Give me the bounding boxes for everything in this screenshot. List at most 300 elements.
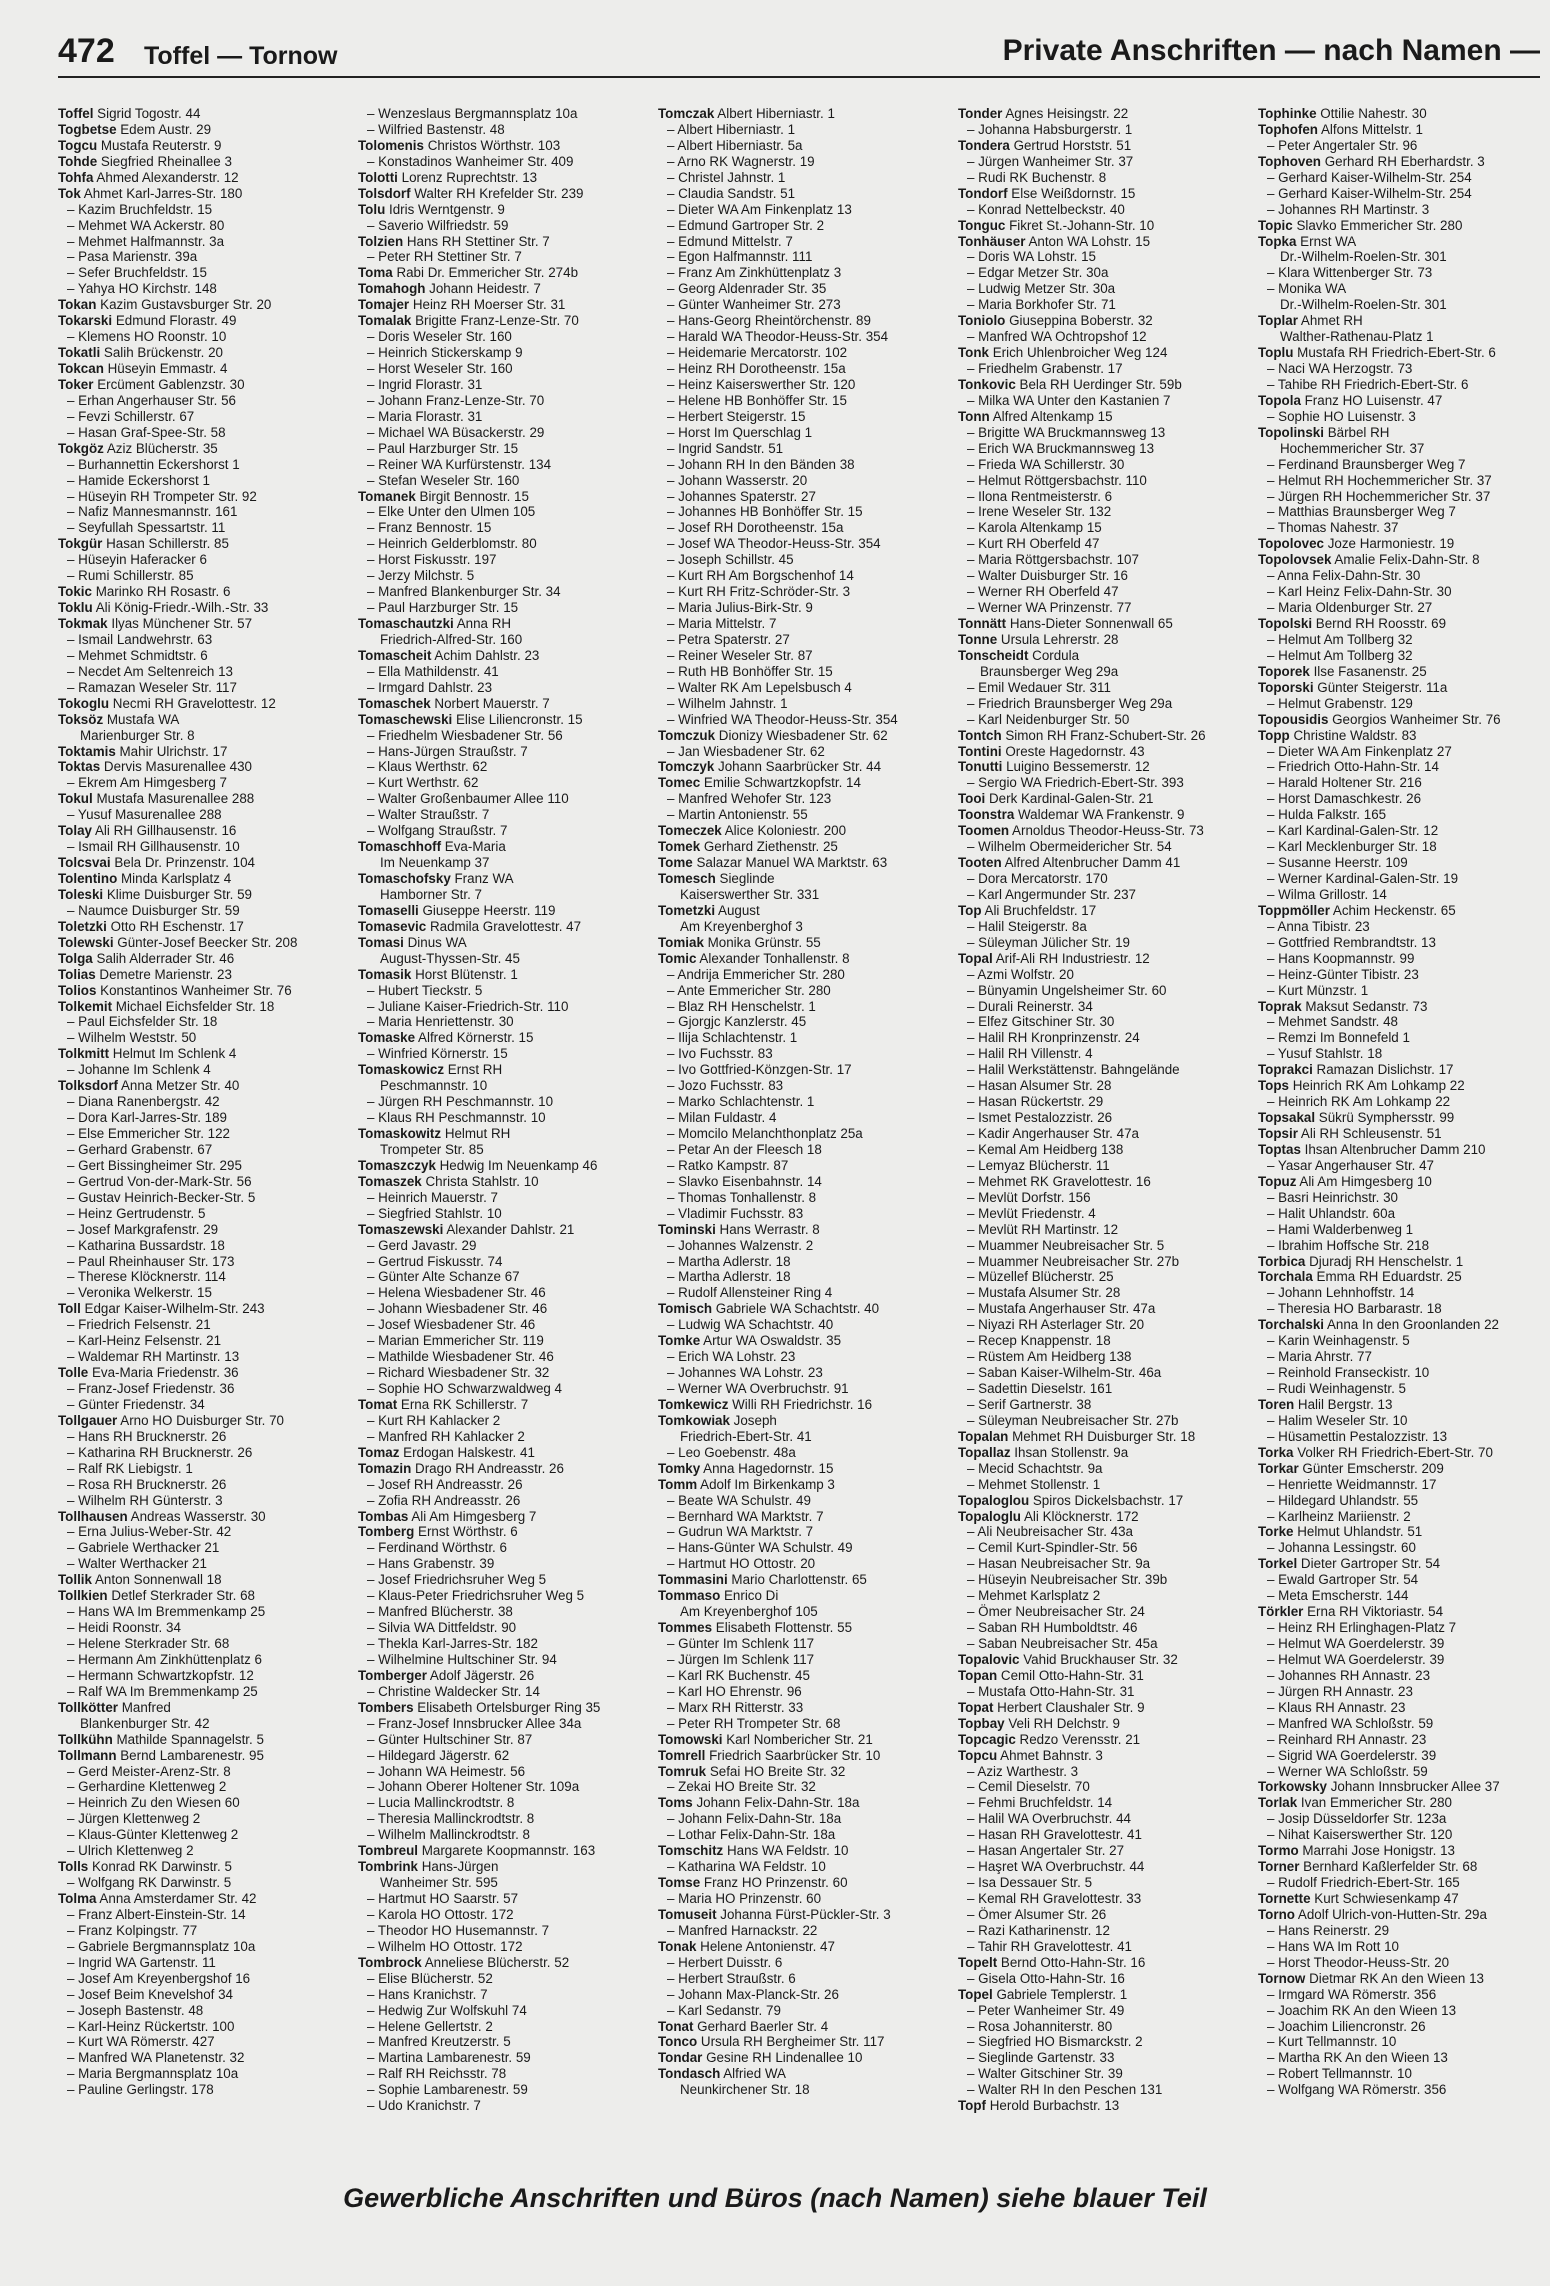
listing-entry: – Dieter WA Am Finkenplatz 13: [667, 201, 852, 217]
listing-entry: Topolovec Joze Harmoniestr. 19: [1258, 536, 1455, 552]
listing-entry: – Gert Bissingheimer Str. 295: [67, 1157, 242, 1173]
listing-entry: Tollhausen Andreas Wasserstr. 30: [58, 1508, 266, 1524]
listing-entry: – Werner RH Oberfeld 47: [967, 584, 1119, 600]
listing-entry: Tokoglu Necmi RH Gravelottestr. 12: [58, 695, 276, 711]
listing-entry: – Michael WA Büsackerstr. 29: [367, 424, 545, 440]
listing-entry: Tometzki August: [658, 902, 760, 918]
listing-entry: Tonco Ursula RH Bergheimer Str. 117: [658, 2034, 885, 2050]
listing-entry: – Heinrich Zu den Wiesen 60: [67, 1795, 240, 1811]
listing-entry: – Manfred Blankenburger Str. 34: [367, 584, 561, 600]
name-range: Toffel — Tornow: [144, 42, 338, 70]
listing-entry: Tondasch Alfried WA: [658, 2066, 786, 2082]
listing-entry: – Günter Wanheimer Str. 273: [667, 297, 841, 313]
listing-entry: – Johannes Walzenstr. 2: [667, 1237, 814, 1253]
listing-entry: – Halim Weseler Str. 10: [1267, 1412, 1408, 1428]
listing-entry: – Reiner WA Kurfürstenstr. 134: [367, 456, 552, 472]
listing-entry: – Mehmet WA Ackerstr. 80: [67, 217, 225, 233]
listing-entry: Trompeter Str. 85: [380, 1141, 484, 1157]
listing-entry: – Gertrud Von-der-Mark-Str. 56: [67, 1173, 252, 1189]
listing-entry: Tomisch Gabriele WA Schachtstr. 40: [658, 1301, 880, 1317]
listing-entry: – Blaz RH Henschelstr. 1: [667, 998, 816, 1014]
listing-entry: Tomaschautzki Anna RH: [358, 616, 512, 631]
listing-entry: Torchala Emma RH Eduardstr. 25: [1258, 1269, 1462, 1285]
listing-entry: – Johannes WA Lohstr. 23: [667, 1365, 823, 1381]
listing-entry: Tommasini Mario Charlottenstr. 65: [658, 1572, 867, 1588]
listing-entry: Braunsberger Weg 29a: [980, 663, 1119, 679]
listing-entry: – Elke Unter den Ulmen 105: [367, 504, 536, 520]
listing-entry: – Peter RH Stettiner Str. 7: [367, 249, 522, 265]
listing-entry: – Durali Reinerstr. 34: [967, 998, 1093, 1014]
listing-entry: Tontini Oreste Hagedornstr. 43: [958, 743, 1145, 759]
listing-entry: Tombrock Anneliese Blücherstr. 52: [358, 1954, 570, 1970]
listing-entry: – Horst Im Querschlag 1: [667, 424, 813, 440]
listing-entry: Toniolo Giuseppina Boberstr. 32: [958, 313, 1153, 329]
listing-entry: – Hedwig Zur Wolfskuhl 74: [367, 2002, 527, 2018]
listing-entry: – Johann WA Heimestr. 56: [367, 1763, 526, 1779]
listing-entry: – Joseph Bastenstr. 48: [67, 2002, 204, 2018]
listing-entry: – Heinz RH Dorotheenstr. 15a: [667, 361, 846, 376]
listing-entry: – Gustav Heinrich-Becker-Str. 5: [67, 1189, 256, 1205]
listing-entry: – Maria Borkhofer Str. 71: [967, 297, 1116, 313]
listing-entry: – Hüseyin RH Trompeter Str. 92: [67, 488, 257, 504]
listing-entry: – Johannes RH Martinstr. 3: [1267, 201, 1430, 217]
listing-entry: – Paul Eichsfelder Str. 18: [67, 1014, 218, 1030]
listing-entry: – Hermann Schwartzkopfstr. 12: [67, 1667, 254, 1683]
listing-entry: – Maria Bergmannsplatz 10a: [67, 2066, 239, 2082]
listing-entry: – Josef RH Andreasstr. 26: [367, 1476, 523, 1492]
listing-entry: – Johann Franz-Lenze-Str. 70: [367, 392, 545, 408]
listing-entry: – Maria Florastr. 31: [367, 408, 483, 424]
listing-entry: Topat Herbert Claushaler Str. 9: [958, 1699, 1145, 1715]
listing-entry: – Helmut RH Hochemmericher Str. 37: [1267, 472, 1492, 488]
listing-entry: Toplu Mustafa RH Friedrich-Ebert-Str. 6: [1258, 345, 1496, 361]
listing-entry: – Elfez Gitschiner Str. 30: [967, 1014, 1115, 1030]
listing-entry: – Johannes Spaterstr. 27: [667, 488, 816, 504]
listing-entry: – Reinhard RH Annastr. 23: [1267, 1731, 1427, 1747]
listing-entry: – Thekla Karl-Jarres-Str. 182: [367, 1636, 538, 1651]
listing-entry: – Johanne Im Schlenk 4: [67, 1062, 211, 1078]
listing-entry: Hamborner Str. 7: [380, 886, 482, 902]
listing-entry: Tomczyk Johann Saarbrücker Str. 44: [658, 759, 882, 775]
listing-entry: – Peter Wanheimer Str. 49: [967, 2002, 1125, 2018]
listing-entry: Torchalski Anna In den Groonlanden 22: [1258, 1317, 1499, 1333]
listing-entry: – Maria Julius-Birk-Str. 9: [667, 600, 813, 616]
listing-entry: – Edmund Mittelstr. 7: [667, 233, 793, 249]
listing-entry: Tornette Kurt Schwiesenkamp 47: [1258, 1891, 1459, 1906]
listing-entry: – Gisela Otto-Hahn-Str. 16: [967, 1970, 1125, 1986]
listing-entry: – Ralf RH Reichsstr. 78: [367, 2066, 507, 2082]
listing-entry: Tokcan Hüseyin Emmastr. 4: [58, 361, 228, 376]
listing-entry: – Basri Heinrichstr. 30: [1267, 1189, 1398, 1205]
listing-entry: Tolzien Hans RH Stettiner Str. 7: [358, 233, 550, 249]
listing-entry: Toren Halil Bergstr. 13: [1258, 1396, 1393, 1412]
listing-entry: – Nafiz Mannesmannstr. 161: [67, 504, 238, 520]
listing-entry: – Kurt RH Am Borgschenhof 14: [667, 568, 854, 584]
listing-entry: Topbay Veli RH Delchstr. 9: [958, 1715, 1120, 1731]
listing-entry: – Jürgen Wanheimer Str. 37: [967, 153, 1134, 169]
listing-entry: – Joachim RK An den Wieen 13: [1267, 2002, 1457, 2018]
listing-entry: – Kemal RH Gravelottestr. 33: [967, 1891, 1142, 1906]
listing-entry: – Helena Wiesbadener Str. 46: [367, 1285, 546, 1301]
listing-entry: Topelt Bernd Otto-Hahn-Str. 16: [958, 1954, 1146, 1970]
listing-entry: Dr.-Wilhelm-Roelen-Str. 301: [1280, 249, 1447, 265]
listing-entry: Togcu Mustafa Reuterstr. 9: [58, 137, 222, 153]
listing-entry: – Franz Albert-Einstein-Str. 14: [67, 1906, 246, 1922]
listing-entry: – Jozo Fuchsstr. 83: [667, 1078, 784, 1094]
listing-entry: – Gerhardine Klettenweg 2: [67, 1779, 227, 1795]
listing-entry: Tomczuk Dionizy Wiesbadener Str. 62: [658, 727, 888, 743]
listing-entry: Tomahogh Johann Heidestr. 7: [358, 281, 541, 297]
listing-entry: Torner Bernhard Kaßlerfelder Str. 68: [1258, 1859, 1478, 1875]
listing-entry: – Karl HO Ehrenstr. 96: [667, 1683, 802, 1699]
listing-column-2: [358, 106, 650, 2151]
listing-entry: – Arno RK Wagnerstr. 19: [667, 153, 815, 169]
listing-entry: – Petra Spaterstr. 27: [667, 631, 790, 647]
listing-entry: – Irmgard WA Römerstr. 356: [1267, 1986, 1437, 2002]
listing-entry: Tooten Alfred Altenbrucher Damm 41: [958, 855, 1181, 871]
listing-entry: – Mathilde Wiesbadener Str. 46: [367, 1349, 554, 1365]
listing-entry: – Kadir Angerhauser Str. 47a: [967, 1126, 1139, 1141]
listing-entry: – Gerd Meister-Arenz-Str. 8: [67, 1763, 231, 1779]
listing-entry: – Tahibe RH Friedrich-Ebert-Str. 6: [1267, 376, 1469, 392]
listing-entry: – Johanna Lessingstr. 60: [1267, 1540, 1416, 1556]
listing-entry: – Sergio WA Friedrich-Ebert-Str. 393: [967, 775, 1184, 791]
page-header: [58, 30, 1540, 78]
listing-entry: Topic Slavko Emmericher Str. 280: [1258, 217, 1463, 233]
listing-entry: – Mehmet Schmidtstr. 6: [67, 647, 208, 663]
listing-entry: Blankenburger Str. 42: [80, 1715, 210, 1731]
listing-entry: – Wilhelm HO Ottostr. 172: [367, 1938, 523, 1954]
listing-entry: – Hartmut HO Saarstr. 57: [367, 1891, 519, 1906]
listing-entry: – Werner WA Schloßstr. 59: [1267, 1763, 1428, 1779]
listing-entry: Toma Rabi Dr. Emmericher Str. 274b: [358, 265, 579, 281]
listing-entry: Tolay Ali RH Gillhausenstr. 16: [58, 823, 237, 839]
listing-entry: Tonkovic Bela RH Uerdinger Str. 59b: [958, 376, 1182, 392]
listing-entry: – Hildegard Uhlandstr. 55: [1267, 1492, 1419, 1508]
listing-entry: Tophinke Ottilie Nahestr. 30: [1258, 106, 1427, 121]
listing-entry: Tokgür Hasan Schillerstr. 85: [58, 536, 229, 552]
listing-entry: – Pasa Marienstr. 39a: [67, 249, 198, 265]
listing-entry: – Klara Wittenberger Str. 73: [1267, 265, 1433, 281]
listing-entry: – Katharina WA Feldstr. 10: [667, 1859, 826, 1875]
listing-entry: – Anna Felix-Dahn-Str. 30: [1267, 568, 1421, 584]
listing-entry: – Franz-Josef Friedenstr. 36: [67, 1381, 235, 1396]
listing-entry: Topaloglou Spiros Dickelsbachstr. 17: [958, 1492, 1184, 1508]
listing-entry: Togbetse Edem Austr. 29: [58, 121, 212, 137]
listing-entry: – Hüseyin Neubreisacher Str. 39b: [967, 1572, 1168, 1588]
listing-entry: – Walter Großenbaumer Allee 110: [367, 791, 569, 807]
listing-entry: Tolga Salih Alderrader Str. 46: [58, 950, 235, 966]
listing-entry: Topalan Mehmet RH Duisburger Str. 18: [958, 1428, 1196, 1444]
listing-entry: – Heidi Roonstr. 34: [67, 1620, 181, 1636]
listing-entry: – Thomas Tonhallenstr. 8: [667, 1189, 817, 1205]
listing-entry: Topolovsek Amalie Felix-Dahn-Str. 8: [1258, 552, 1480, 568]
listing-entry: – Anna Tibistr. 23: [1267, 918, 1370, 934]
listing-entry: – Jürgen RH Peschmannstr. 10: [367, 1094, 554, 1110]
listing-entry: – Mevlüt Dorfstr. 156: [967, 1189, 1091, 1205]
listing-entry: – Bünyamin Ungelsheimer Str. 60: [967, 982, 1167, 998]
listing-entry: Peschmannstr. 10: [380, 1078, 488, 1094]
listing-entry: Tomke Artur WA Oswaldstr. 35: [658, 1333, 842, 1349]
listing-entry: – Ratko Kampstr. 87: [667, 1157, 789, 1173]
listing-entry: – Irmgard Dahlstr. 23: [367, 679, 493, 695]
listing-entry: Topan Cemil Otto-Hahn-Str. 31: [958, 1667, 1144, 1683]
listing-entry: Tomaszewski Alexander Dahlstr. 21: [358, 1221, 575, 1237]
listing-entry: – Mevlüt Friedenstr. 4: [967, 1205, 1096, 1221]
listing-entry: Tokgöz Aziz Blücherstr. 35: [58, 440, 218, 456]
listing-entry: Tonat Gerhard Baerler Str. 4: [658, 2018, 829, 2034]
listing-entry: – Walter Werthacker 21: [67, 1556, 207, 1572]
listing-entry: – Lemyaz Blücherstr. 11: [967, 1157, 1110, 1173]
listing-entry: – Süleyman Jülicher Str. 19: [967, 934, 1131, 950]
listing-entry: Tommaso Enrico Di: [658, 1588, 779, 1604]
listing-entry: Tokatli Salih Brückenstr. 20: [58, 345, 223, 361]
listing-entry: – Tahir RH Gravelottestr. 41: [967, 1938, 1132, 1954]
listing-entry: Tokic Marinko RH Rosastr. 6: [58, 584, 231, 600]
listing-entry: – Hasan Rückertstr. 29: [967, 1094, 1104, 1110]
listing-entry: – Niyazi RH Asterlager Str. 20: [967, 1317, 1145, 1333]
listing-entry: Tolentino Minda Karlsplatz 4: [58, 871, 232, 886]
listing-entry: – Katharina Bussardstr. 18: [67, 1237, 225, 1253]
listing-entry: – Erna Julius-Weber-Str. 42: [67, 1524, 232, 1540]
listing-entry: Tomaschek Norbert Mauerstr. 7: [358, 695, 550, 711]
listing-entry: – Georg Aldenrader Str. 35: [667, 281, 827, 297]
listing-entry: – Yahya HO Kirchstr. 148: [67, 281, 217, 297]
listing-entry: – Günter Friedenstr. 34: [67, 1396, 205, 1412]
listing-entry: – Isa Dessauer Str. 5: [967, 1875, 1093, 1891]
listing-entry: – Johannes RH Annastr. 23: [1267, 1667, 1431, 1683]
listing-entry: – Ibrahim Hoffsche Str. 218: [1267, 1237, 1430, 1253]
listing-entry: Tomeczek Alice Koloniestr. 200: [658, 823, 847, 839]
listing-entry: – Harald WA Theodor-Heuss-Str. 354: [667, 329, 889, 345]
listing-entry: – Martin Antonienstr. 55: [667, 807, 808, 823]
listing-entry: – Hüseyin Haferacker 6: [67, 552, 207, 568]
listing-entry: – Herbert Steigerstr. 15: [667, 408, 806, 424]
listing-entry: – Johann Wasserstr. 20: [667, 472, 808, 488]
listing-entry: – Herbert Duisstr. 6: [667, 1954, 783, 1970]
listing-entry: Tollgauer Arno HO Duisburger Str. 70: [58, 1412, 284, 1428]
listing-entry: – Mehmet Stollenstr. 1: [967, 1476, 1101, 1492]
listing-entry: – Johann RH In den Bänden 38: [667, 456, 855, 472]
listing-entry: Tome Salazar Manuel WA Marktstr. 63: [658, 855, 888, 871]
listing-entry: – Kurt Tellmannstr. 10: [1267, 2034, 1397, 2050]
listing-entry: – Helmut WA Goerdelerstr. 39: [1267, 1651, 1445, 1667]
listing-entry: – Saban RH Humboldtstr. 46: [967, 1620, 1138, 1636]
listing-entry: – Josef RH Dorotheenstr. 15a: [667, 520, 844, 536]
listing-entry: – Bernhard WA Marktstr. 7: [667, 1508, 824, 1524]
listing-entry: – Rosa Johanniterstr. 80: [967, 2018, 1113, 2034]
listing-entry: Topf Herold Burbachstr. 13: [958, 2098, 1120, 2114]
listing-entry: – Pauline Gerlingstr. 178: [67, 2082, 214, 2098]
listing-entry: Tomiak Monika Grünstr. 55: [658, 934, 821, 950]
listing-entry: Tontch Simon RH Franz-Schubert-Str. 26: [958, 727, 1206, 743]
listing-entry: – Maria Ahrstr. 77: [1267, 1349, 1372, 1365]
listing-entry: – Sadettin Dieselstr. 161: [967, 1381, 1113, 1396]
listing-entry: – Joachim Liliencronstr. 26: [1267, 2018, 1426, 2034]
listing-entry: – Marko Schlachtenstr. 1: [667, 1094, 815, 1110]
listing-entry: Tollmann Bernd Lambarenestr. 95: [58, 1747, 264, 1763]
listing-entry: – Winfried Körnerstr. 15: [367, 1046, 508, 1062]
listing-entry: – Heinrich Mauerstr. 7: [367, 1189, 498, 1205]
listing-entry: Torkel Dieter Gartroper Str. 54: [1258, 1556, 1441, 1572]
listing-column-4: [958, 106, 1250, 2151]
listing-entry: – Josef Markgrafenstr. 29: [67, 1221, 219, 1237]
listing-entry: Toptas Ihsan Altenbrucher Damm 210: [1258, 1141, 1486, 1157]
listing-entry: – Siegfried HO Bismarckstr. 2: [967, 2034, 1143, 2050]
listing-entry: – Gerd Javastr. 29: [367, 1237, 477, 1253]
listing-entry: Torkowsky Johann Innsbrucker Allee 37: [1258, 1779, 1500, 1795]
listing-entry: Tornow Dietmar RK An den Wieen 13: [1258, 1970, 1484, 1986]
listing-entry: – Lucia Mallinckrodtstr. 8: [367, 1795, 515, 1811]
listing-entry: – Saban Kaiser-Wilhelm-Str. 46a: [967, 1365, 1162, 1381]
listing-entry: Tolls Konrad RK Darwinstr. 5: [58, 1859, 232, 1875]
listing-entry: Tombrink Hans-Jürgen: [358, 1859, 499, 1875]
listing-entry: Tomaske Alfred Körnerstr. 15: [358, 1030, 534, 1046]
listing-entry: Tollkötter Manfred: [58, 1699, 171, 1715]
listing-entry: – Hubert Tieckstr. 5: [367, 982, 483, 998]
listing-entry: – Karl Neidenburger Str. 50: [967, 711, 1130, 727]
listing-entry: – Ruth HB Bonhöffer Str. 15: [667, 663, 833, 679]
listing-entry: – Halil Steigerstr. 8a: [967, 918, 1087, 934]
listing-entry: Toll Edgar Kaiser-Wilhelm-Str. 243: [58, 1301, 265, 1317]
listing-entry: – Gerhard Grabenstr. 67: [67, 1141, 213, 1157]
listing-entry: – Mustafa Angerhauser Str. 47a: [967, 1301, 1156, 1317]
listing-entry: – Konstadinos Wanheimer Str. 409: [367, 153, 574, 169]
listing-entry: Tomkowiak Joseph: [658, 1412, 777, 1428]
listing-entry: – Heinz Gertrudenstr. 5: [67, 1205, 206, 1221]
listing-entry: Tonhäuser Anton WA Lohstr. 15: [958, 233, 1151, 249]
listing-entry: – Walter Straußstr. 7: [367, 807, 490, 823]
listing-entry: – Rumi Schillerstr. 85: [67, 568, 194, 584]
listing-entry: Tondorf Else Weißdornstr. 15: [958, 185, 1136, 201]
listing-entry: Tonguc Fikret St.-Johann-Str. 10: [958, 217, 1155, 233]
listing-entry: – Sophie Lambarenestr. 59: [367, 2082, 528, 2098]
listing-entry: Torno Adolf Ulrich-von-Hutten-Str. 29a: [1258, 1906, 1487, 1922]
listing-entry: – Momcilo Melanchthonplatz 25a: [667, 1126, 863, 1141]
listing-entry: – Josef Wiesbadener Str. 46: [367, 1317, 536, 1333]
listing-entry: Am Kreyenberghof 3: [680, 918, 803, 934]
listing-entry: Tominski Hans Werrastr. 8: [658, 1221, 820, 1237]
listing-entry: – Maria Oldenburger Str. 27: [1267, 600, 1433, 616]
listing-entry: Tomasevic Radmila Gravelottestr. 47: [358, 918, 582, 934]
listing-entry: – Ewald Gartroper Str. 54: [1267, 1572, 1419, 1588]
listing-entry: – Friedrich Otto-Hahn-Str. 14: [1267, 759, 1439, 775]
listing-entry: Torbica Djuradj RH Henschelstr. 1: [1258, 1253, 1464, 1269]
listing-entry: – Heinrich RK Am Lohkamp 22: [1267, 1094, 1451, 1110]
listing-entry: – Hans WA Im Bremmenkamp 25: [67, 1604, 266, 1620]
listing-entry: – Nihat Kaiserswerther Str. 120: [1267, 1827, 1453, 1843]
listing-entry: – Kurt RH Oberfeld 47: [967, 536, 1100, 552]
listing-entry: – Kurt WA Römerstr. 427: [67, 2034, 215, 2050]
listing-entry: – Monika WA: [1267, 281, 1347, 297]
listing-entry: – Johann Lehnhoffstr. 14: [1267, 1285, 1415, 1301]
listing-entry: Tokmak Ilyas Münchener Str. 57: [58, 616, 253, 631]
listing-entry: – Jürgen Klettenweg 2: [67, 1811, 201, 1827]
listing-entry: Toprak Maksut Sedanstr. 73: [1258, 998, 1428, 1014]
listing-entry: Tondar Gesine RH Lindenallee 10: [658, 2050, 863, 2066]
listing-entry: – Waldemar RH Martinstr. 13: [67, 1349, 240, 1365]
listing-entry: – Maria Röttgersbachstr. 107: [967, 552, 1139, 568]
listing-entry: – Walter RK Am Lepelsbusch 4: [667, 679, 852, 695]
listing-entry: – Henriette Weidmannstr. 17: [1267, 1476, 1437, 1492]
listing-entry: Tombers Elisabeth Ortelsburger Ring 35: [358, 1699, 601, 1715]
listing-entry: Wanheimer Str. 595: [380, 1875, 498, 1891]
listing-entry: – Ralf WA Im Bremmenkamp 25: [67, 1683, 258, 1699]
listing-entry: – Ludwig WA Schachtstr. 40: [667, 1317, 834, 1333]
listing-entry: Tomat Erna RK Schillerstr. 7: [358, 1396, 529, 1412]
listing-entry: – Gabriele Werthacker 21: [67, 1540, 220, 1556]
listing-entry: – Süleyman Neubreisacher Str. 27b: [967, 1412, 1179, 1428]
listing-entry: – Diana Ranenbergstr. 42: [67, 1094, 220, 1110]
listing-entry: Tolias Demetre Marienstr. 23: [58, 966, 232, 982]
listing-entry: Tomek Gerhard Ziethenstr. 25: [658, 839, 838, 855]
listing-entry: – Ivo Fuchsstr. 83: [667, 1046, 773, 1062]
listing-entry: – Karl Kardinal-Galen-Str. 12: [1267, 823, 1439, 839]
listing-entry: – Harald Holtener Str. 216: [1267, 775, 1422, 791]
listing-entry: – Muammer Neubreisacher Str. 27b: [967, 1253, 1180, 1269]
listing-entry: – Erhan Angerhauser Str. 56: [67, 392, 236, 408]
listing-entry: – Horst Fiskusstr. 197: [367, 552, 497, 568]
listing-entry: Tolle Eva-Maria Friedenstr. 36: [58, 1365, 239, 1381]
listing-entry: – Jerzy Milchstr. 5: [367, 568, 475, 584]
listing-entry: – Sigrid WA Goerdelerstr. 39: [1267, 1747, 1437, 1763]
listing-entry: – Saverio Wilfriedstr. 59: [367, 217, 509, 233]
listing-entry: – Richard Wiesbadener Str. 32: [367, 1365, 550, 1381]
listing-entry: – Franz Am Zinkhüttenplatz 3: [667, 265, 842, 281]
listing-entry: – Paul Harzburger Str. 15: [367, 440, 519, 456]
listing-entry: – Petar An der Fleesch 18: [667, 1141, 822, 1157]
listing-entry: – Razi Katharinenstr. 12: [967, 1922, 1110, 1938]
listing-entry: – Burhannettin Eckershorst 1: [67, 456, 240, 472]
listing-entry: – Karola Altenkamp 15: [967, 520, 1102, 536]
listing-entry: – Karl-Heinz Rückertstr. 100: [67, 2018, 235, 2034]
listing-entry: – Thomas Nahestr. 37: [1267, 520, 1399, 536]
listing-entry: – Hans Koopmannstr. 99: [1267, 950, 1415, 966]
listing-entry: – Gottfried Rembrandtstr. 13: [1267, 934, 1436, 950]
listing-entry: – Necdet Am Seltenreich 13: [67, 663, 233, 679]
listing-entry: – Helene HB Bonhöffer Str. 15: [667, 392, 847, 408]
listing-entry: – Halil Werkstättenstr. Bahngelände: [967, 1062, 1180, 1078]
listing-entry: – Naumce Duisburger Str. 59: [67, 902, 240, 918]
listing-entry: – Wilhelmine Hultschiner Str. 94: [367, 1651, 557, 1667]
listing-entry: – Christine Waldecker Str. 14: [367, 1683, 540, 1699]
listing-entry: – Ante Emmericher Str. 280: [667, 982, 831, 998]
listing-entry: – Rudolf Friedrich-Ebert-Str. 165: [1267, 1875, 1460, 1891]
listing-entry: – Silvia WA Dittfeldstr. 90: [367, 1620, 517, 1636]
listing-entry: Torkar Günter Emscherstr. 209: [1258, 1460, 1444, 1476]
listing-entry: Toonstra Waldemar WA Frankenstr. 9: [958, 807, 1185, 823]
listing-entry: Topsakal Sükrü Symphersstr. 99: [1258, 1110, 1455, 1126]
listing-entry: – Emil Wedauer Str. 311: [967, 679, 1111, 695]
listing-entry: Friedrich-Alfred-Str. 160: [380, 631, 523, 647]
listing-entry: – Ali Neubreisacher Str. 43a: [967, 1524, 1133, 1540]
listing-entry: – Sefer Bruchfeldstr. 15: [67, 265, 207, 281]
listing-entry: – Wolfgang Straußstr. 7: [367, 823, 508, 839]
listing-entry: – Hans Kranichstr. 7: [367, 1986, 488, 2002]
listing-entry: – Josef WA Theodor-Heuss-Str. 354: [667, 536, 881, 552]
listing-entry: Tonnätt Hans-Dieter Sonnenwall 65: [958, 616, 1173, 631]
listing-entry: – Yusuf Masurenallee 288: [67, 807, 222, 823]
listing-entry: Toletzki Otto RH Eschenstr. 17: [58, 918, 244, 934]
listing-entry: – Halil RH Villenstr. 4: [967, 1046, 1093, 1062]
listing-entry: Topcagic Redzo Verensstr. 21: [958, 1731, 1141, 1747]
listing-entry: Törkler Erna RH Viktoriastr. 54: [1258, 1604, 1444, 1620]
listing-entry: Tomrell Friedrich Saarbrücker Str. 10: [658, 1747, 881, 1763]
listing-entry: Tonscheidt Cordula: [958, 647, 1080, 663]
listing-entry: – Sieglinde Gartenstr. 33: [967, 2050, 1115, 2066]
listing-entry: – Matthias Braunsberger Weg 7: [1267, 504, 1456, 520]
listing-entry: – Erich WA Lohstr. 23: [667, 1349, 796, 1365]
